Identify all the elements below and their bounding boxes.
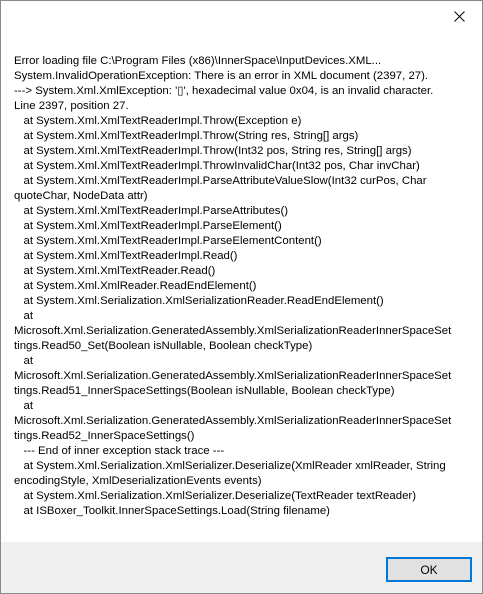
dialog-footer [1, 542, 482, 593]
close-button[interactable] [437, 1, 482, 31]
dialog-content [1, 31, 482, 542]
title-bar [1, 1, 482, 31]
error-message: Error loading file C:\Program Files (x86)\InnerSpace\InputDevices.XML... System.InvalidOperationException: There is an error in XML document (2397, 27). ---> System.Xml.XmlException: '▯', hexadecimal value 0x04, is an invalid character. Line 2397, position 27. at System.Xml.XmlTextReaderImpl.Throw(Exception e) at System.Xml.XmlTextReaderImpl.Throw(String res, String[] args) at System.Xml.XmlTextReaderImpl.Throw(Int32 pos, String res, String[] args) at System.Xml.XmlTextReaderImpl.ThrowInvalidChar(Int32 pos, Char invChar) at System.Xml.XmlTextReaderImpl.ParseAttributeValueSlow(Int32 curPos, Char quoteChar, NodeData attr) at System.Xml.XmlTextReaderImpl.ParseAttributes() at System.Xml.XmlTextReaderImpl.ParseElement() at System.Xml.XmlTextReaderImpl.ParseElementContent() at System.Xml.XmlTextReaderImpl.Read() at System.Xml.XmlTextReader.Read() at System.Xml.XmlReader.ReadEndElement() at System.Xml.Serialization.XmlSerializationReader.ReadEndElement() at Microsoft.Xml.Serialization.GeneratedAssembly.XmlSerializationReaderInnerSpaceSettings.Read50_Set(Boolean isNullable, Boolean checkType) at Microsoft.Xml.Serialization.GeneratedAssembly.XmlSerializationReaderInnerSpaceSettings.Read51_InnerSpaceSettings(Boolean isNullable, Boolean checkType) at Microsoft.Xml.Serialization.GeneratedAssembly.XmlSerializationReaderInnerSpaceSettings.Read52_InnerSpaceSettings() --- End of inner exception stack trace --- at System.Xml.Serialization.XmlSerializer.Deserialize(XmlReader xmlReader, String encodingStyle, XmlDeserializationEvents events) at System.Xml.Serialization.XmlSerializer.Deserialize(TextReader textReader) at ISBoxer_Toolkit.InnerSpaceSettings.Load(String filename) [14, 55, 452, 517]
ok-button[interactable]: OK [386, 557, 472, 582]
close-icon [454, 11, 465, 22]
